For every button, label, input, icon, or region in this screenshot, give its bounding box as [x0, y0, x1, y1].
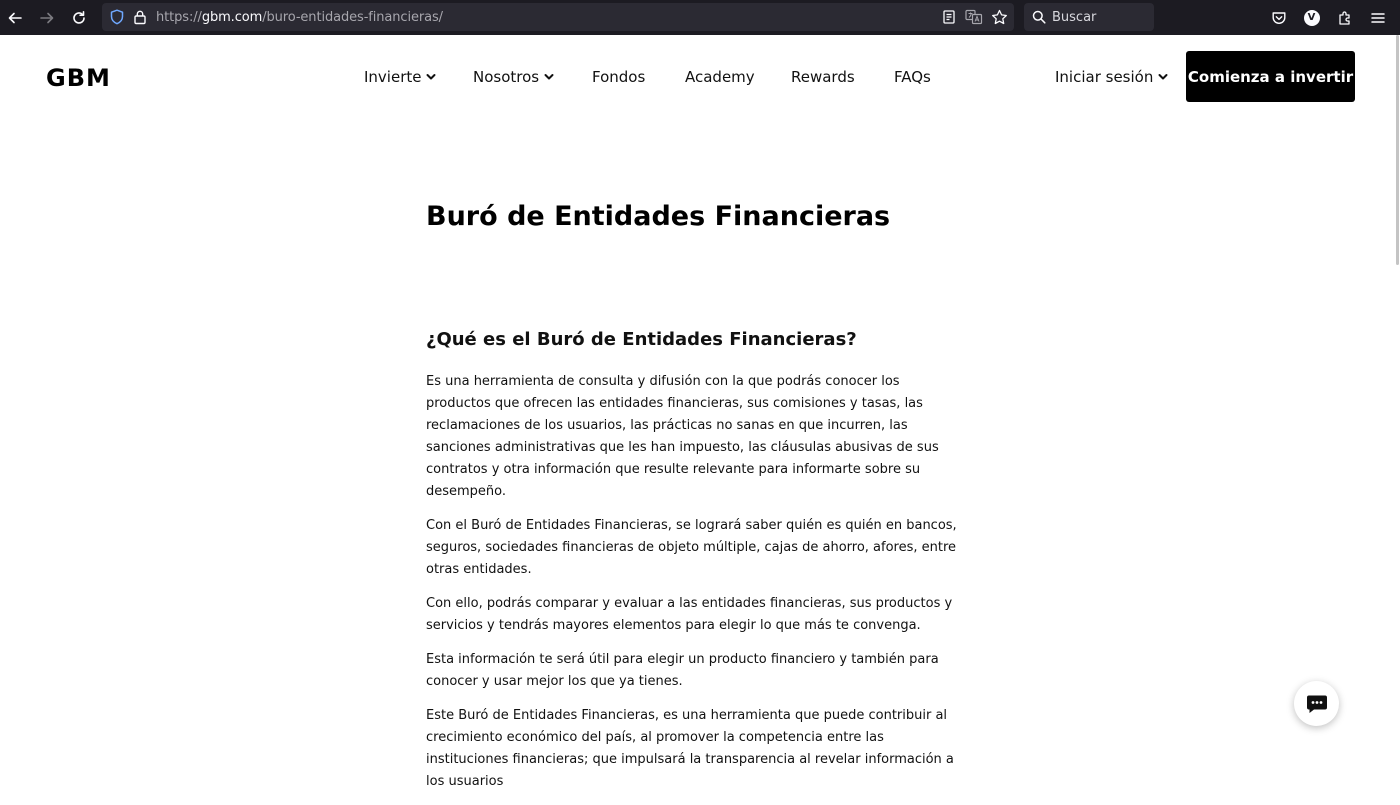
- hamburger-menu-icon: [1370, 10, 1386, 26]
- back-arrow-icon: [7, 10, 23, 26]
- reload-button[interactable]: [64, 3, 94, 33]
- shield-icon[interactable]: [110, 9, 124, 25]
- browser-toolbar: [0, 0, 1400, 35]
- nav-academy[interactable]: [685, 66, 755, 88]
- nav-fondos[interactable]: [592, 66, 645, 88]
- browser-search-box[interactable]: [1024, 3, 1154, 31]
- login-label: Iniciar sesión: [1055, 68, 1154, 86]
- forward-button[interactable]: [32, 3, 62, 33]
- url-host: gbm.com: [201, 9, 263, 25]
- paragraph: Este Buró de Entidades Financieras, es una herramienta que puede contribuir al crecimiento económico del país, al promover la competencia entre las instituciones financieras; que impulsará la transparencia al revelar información a los usuarios: [426, 708, 954, 789]
- profile-avatar: V: [1304, 10, 1320, 26]
- paragraph: Esta información te será útil para elegir un producto financiero y también para conocer y usar mejor los que ya tienes.: [426, 652, 939, 689]
- site-header: [0, 35, 1400, 120]
- puzzle-icon: [1337, 10, 1353, 26]
- chat-bubble-icon: [1306, 694, 1328, 714]
- reload-icon: [71, 10, 87, 26]
- gbm-logo[interactable]: GBM: [46, 64, 111, 92]
- nav-invierte-label: Invierte: [364, 68, 422, 86]
- pocket-button[interactable]: [1262, 0, 1295, 35]
- app-menu-button[interactable]: [1361, 0, 1394, 35]
- login-dropdown[interactable]: [1055, 66, 1168, 88]
- url-prefix: https://: [156, 9, 202, 25]
- nav-faqs[interactable]: [894, 66, 931, 88]
- nav-fondos-label: Fondos: [592, 68, 646, 86]
- paragraph: Es una herramienta de consulta y difusión con la que podrás conocer los productos que ofrecen las entidades financieras, sus comisiones y tasas, las reclamaciones de los usuarios, las prácticas no sanas en que incurren, las sanciones administrativas que les han impuesto, las cláusulas abusivas de sus contratos y otra información que resulte relevante para informarte sobre su desempeño.: [426, 374, 939, 499]
- url-text[interactable]: [156, 10, 443, 25]
- forward-arrow-icon: [39, 10, 55, 26]
- nav-faqs-label: FAQs: [894, 68, 931, 86]
- address-bar[interactable]: [102, 3, 1014, 31]
- section-heading: ¿Qué es el Buró de Entidades Financieras?: [426, 329, 857, 350]
- account-button[interactable]: [1295, 0, 1328, 35]
- paragraph: Con el Buró de Entidades Financieras, se logrará saber quién es quién en bancos, seguros, sociedades financieras de objeto múltiple, cajas de ahorro, afores, entre otras entidades.: [426, 518, 957, 577]
- page-title: Buró de Entidades Financieras: [426, 201, 891, 232]
- reader-view-icon[interactable]: [941, 9, 957, 25]
- back-button[interactable]: [0, 3, 30, 33]
- chevron-down-icon: [1158, 73, 1168, 81]
- nav-rewards[interactable]: [791, 66, 855, 88]
- start-investing-button[interactable]: Comienza a invertir: [1186, 51, 1355, 102]
- search-icon: [1032, 10, 1046, 24]
- lock-icon[interactable]: [133, 9, 147, 25]
- extensions-button[interactable]: [1328, 0, 1361, 35]
- nav-invierte[interactable]: [364, 66, 436, 88]
- chat-widget-button[interactable]: [1294, 681, 1339, 726]
- nav-nosotros[interactable]: [473, 66, 554, 88]
- page-scrollbar-thumb[interactable]: [1396, 35, 1399, 265]
- paragraph: Con ello, podrás comparar y evaluar a las entidades financieras, sus productos y servicios y tendrás mayores elementos para elegir lo que más te convenga.: [426, 596, 953, 633]
- translate-icon[interactable]: [965, 9, 983, 25]
- chevron-down-icon: [426, 73, 436, 81]
- article-body: [426, 371, 966, 805]
- nav-academy-label: Academy: [685, 68, 755, 86]
- bookmark-star-icon[interactable]: [991, 9, 1008, 25]
- url-path: /buro-entidades-financieras/: [262, 9, 443, 25]
- search-placeholder: Buscar: [1052, 9, 1097, 25]
- nav-nosotros-label: Nosotros: [473, 68, 540, 86]
- chevron-down-icon: [544, 73, 554, 81]
- nav-rewards-label: Rewards: [791, 68, 855, 86]
- pocket-icon: [1271, 10, 1287, 26]
